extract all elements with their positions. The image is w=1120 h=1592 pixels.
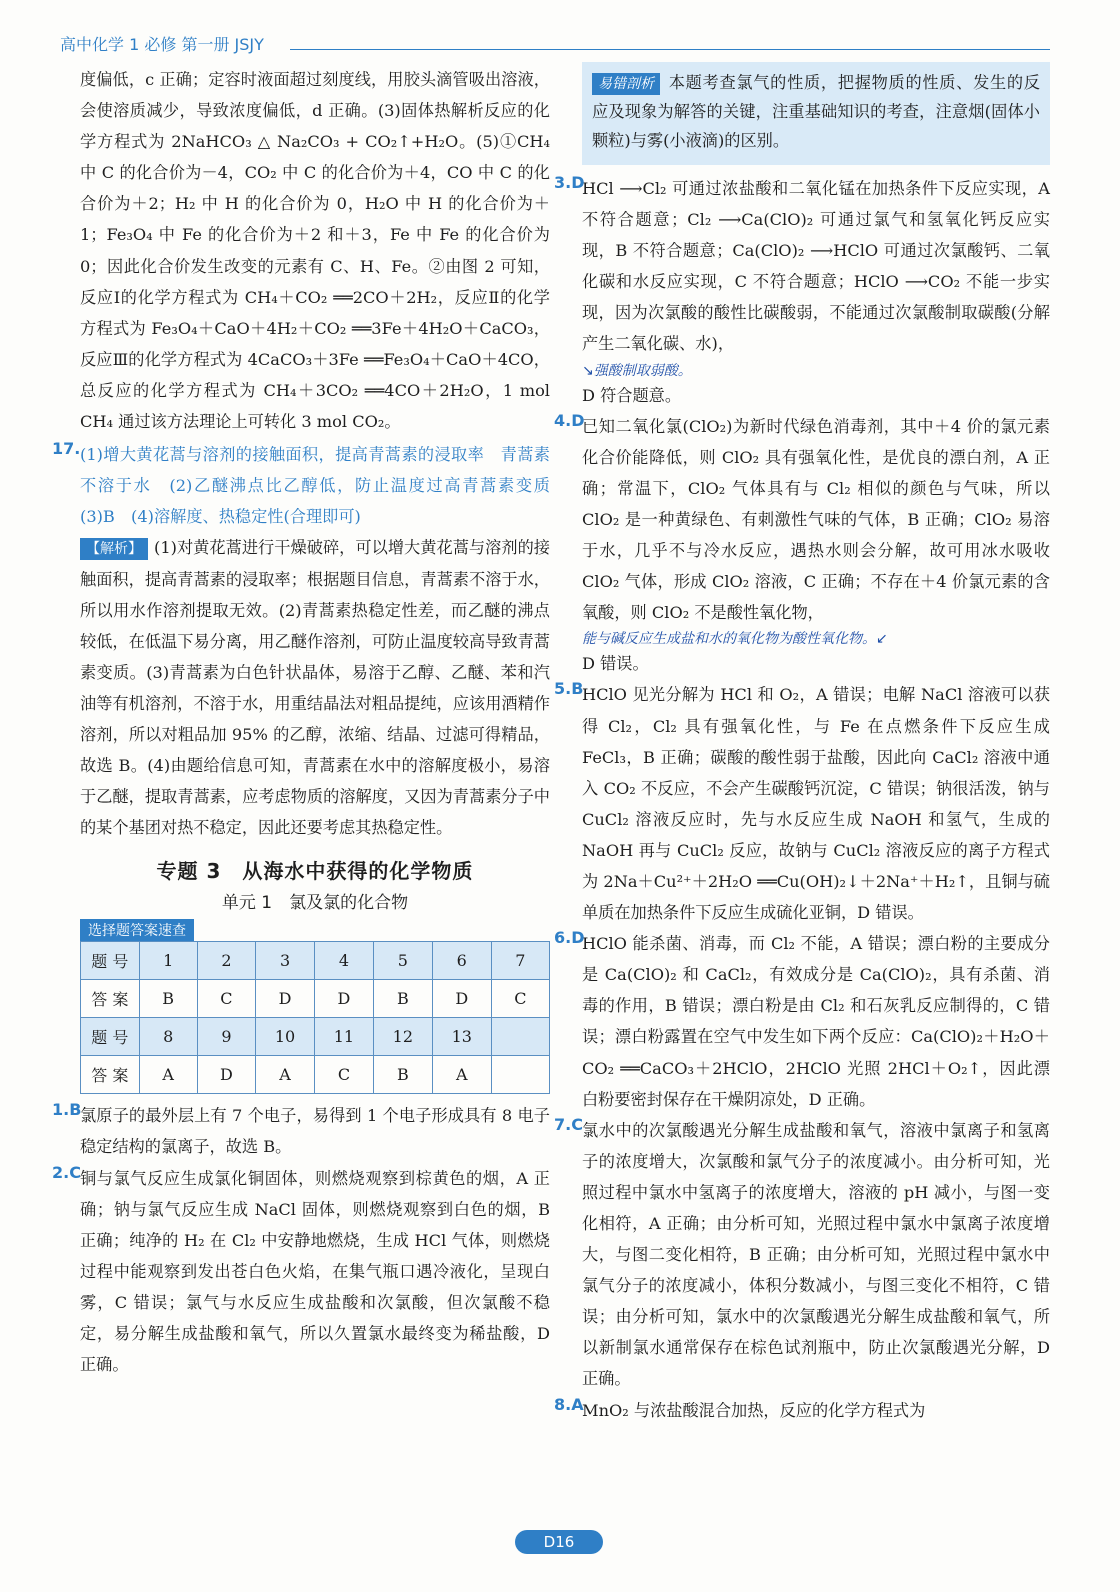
answer-table-cell: 11: [314, 1018, 373, 1056]
answer-table-cell: [491, 1018, 549, 1056]
q6-number: 6.D: [554, 928, 585, 948]
answer-table-row: [81, 1018, 550, 1056]
q7-block: [554, 1114, 1050, 1395]
q17-analysis-text: (1)对黄花蒿进行干燥破碎，可以增大黄花蒿与溶剂的接触面积，提高青蒿素的浸取率；根据题目信息，青蒿素不溶于水，所以用水作溶剂提取无效。(2)青蒿素热稳定性差，而乙醚的沸点较低，在低温下易分离，用乙醚作溶剂，可防止温度较高导致青蒿素变质。(3)青蒿素为白色针状晶体，易溶于乙醇、乙醚、苯和汽油等有机溶剂，不溶于水，用重结晶法对粗品提纯，应该用酒精作溶剂，所以对粗品加 95% 的乙醇，浓缩、结晶、过滤可得精品，故选 B。(4)由题给信息可知，青蒿素在水中的溶解度极小，易溶于乙醚，提取青蒿素，应考虑物质的溶解度，又因为青蒿素分子中的某个基团对热不稳定，因此还要考虑其热稳定性。: [80, 538, 550, 838]
q2-text: 铜与氯气反应生成氯化铜固体，则燃烧观察到棕黄色的烟，A 正确；钠与氯气反应生成 NaCl 固体，则燃烧观察到白色的烟，B 正确；纯净的 H₂ 在 Cl₂ 中安静地燃烧，生成 HCl 气体，则燃烧过程中能观察到发出苍白色火焰，在集气瓶口遇冷液化，呈现白雾，C 错误；氯气与水反应生成盐酸和次氯酸，但次氯酸不稳定，易分解生成盐酸和氧气，所以久置氯水最终变为稀盐酸，D 正确。: [80, 1168, 550, 1375]
continued-solution: 度偏低，c 正确；定容时液面超过刻度线，用胶头滴管吸出溶液，会使溶质减少，导致浓度偏低，d 正确。(3)固体热解析反应的化学方程式为 2NaHCO₃ △ Na₂CO₃ + CO₂↑+H₂O。(5)①CH₄ 中 C 的化合价为－4，CO₂ 中 C 的化合价为＋4，CO 中 C 的化合价为＋2；H₂ 中 H 的化合价为 0，H₂O 中 H 的化合价为＋1；Fe₃O₄ 中 Fe 的化合价为＋2 和＋3，Fe 中 Fe 的化合价为 0；因此化合价发生改变的元素有 C、H、Fe。②由图 2 可知，反应Ⅰ的化学方程式为 CH₄＋CO₂ ══2CO＋2H₂，反应Ⅱ的化学方程式为 Fe₃O₄＋CaO＋4H₂＋CO₂ ══3Fe＋4H₂O＋CaCO₃，反应Ⅲ的化学方程式为 4CaCO₃＋3Fe ══Fe₃O₄＋CaO＋4CO，总反应的化学方程式为 CH₄＋3CO₂ ══4CO＋2H₂O，1 mol CH₄ 通过该方法理论上可转化 3 mol CO₂。: [80, 70, 550, 432]
answer-table-cell: [491, 1056, 549, 1094]
answer-table-cell: D: [314, 980, 373, 1018]
answer-table-row: [81, 980, 550, 1018]
answer-table-header-cell: 题 号: [81, 1018, 140, 1056]
answer-table-cell: 3: [256, 942, 315, 980]
section-title: 专题 3 从海水中获得的化学物质: [156, 859, 474, 884]
q5-text: HClO 见光分解为 HCl 和 O₂，A 错误；电解 NaCl 溶液可以获得 Cl₂，Cl₂ 具有强氧化性，与 Fe 在点燃条件下反应生成 FeCl₃，B 正确；碳酸的酸性弱于盐酸，因此向 CaCl₂ 溶液中通入 CO₂ 不反应，不会产生碳酸钙沉淀，C 错误；钠很活泼，钠与 CuCl₂ 溶液反应时，先与水反应生成 NaOH 和氢气，生成的 NaOH 再与 CuCl₂ 反应，故钠与 CuCl₂ 溶液反应的离子方程式为 2Na＋Cu²⁺＋2H₂O ══Cu(OH)₂↓＋2Na⁺＋H₂↑，且铜与硫单质在加热条件下反应生成硫化亚铜，D 错误。: [582, 685, 1050, 923]
q4-text: 已知二氧化氯(ClO₂)为新时代绿色消毒剂，其中＋4 价的氯元素化合价能降低，则 ClO₂ 具有强氧化性，是优良的漂白剂，A 正确；常温下，ClO₂ 气体具有与 Cl₂ 相似的颜色与气味，所以 ClO₂ 是一种黄绿色、有刺激性气味的气体，B 正确；ClO₂ 易溶于水，几乎不与冷水反应，遇热水则会分解，故可用冰水吸收 ClO₂ 气体，形成 ClO₂ 溶液，C 正确；不存在＋4 价氯元素的含氧酸，则 ClO₂ 不是酸性氧化物，: [582, 416, 1050, 623]
answer-table-cell: 12: [373, 1018, 432, 1056]
q8-text: MnO₂ 与浓盐酸混合加热，反应的化学方程式为: [582, 1400, 926, 1420]
answer-table-cell: 7: [491, 942, 549, 980]
q17-analysis: [80, 532, 550, 843]
q3-handwritten-note: ↘强酸制取弱酸。: [582, 362, 692, 379]
analysis-tag: 【解析】: [80, 538, 148, 560]
q4-number: 4.D: [554, 410, 585, 430]
answer-table-header-cell: 答 案: [81, 1056, 140, 1094]
answer-table-cell: D: [256, 980, 315, 1018]
q6-block: [554, 928, 1050, 1115]
page-number: D16: [515, 1530, 603, 1554]
q3-block: [554, 173, 1050, 411]
q1-number: 1.B: [52, 1100, 82, 1120]
answer-table-header-cell: 答 案: [81, 980, 140, 1018]
q2-number: 2.C: [52, 1162, 81, 1182]
answer-table-cell: C: [197, 980, 255, 1018]
answer-table-cell: 9: [197, 1018, 255, 1056]
answer-table-cell: A: [139, 1056, 197, 1094]
answer-table-cell: A: [432, 1056, 491, 1094]
unit-title: 单元 1 氯及氯的化合物: [221, 893, 409, 914]
answer-table-cell: 13: [432, 1018, 491, 1056]
answer-table-cell: 4: [314, 942, 373, 980]
q6-text: HClO 能杀菌、消毒，而 Cl₂ 不能，A 错误；漂白粉的主要成分是 Ca(ClO)₂ 和 CaCl₂，有效成分是 Ca(ClO)₂，具有杀菌、消毒的作用，B 错误；漂白粉是由 Cl₂ 和石灰乳反应制得的，C 错误；漂白粉露置在空气中发生如下两个反应：Ca(ClO)₂＋H₂O＋CO₂ ══CaCO₃＋2HClO，2HClO 光照 2HCl＋O₂↑，因此漂白粉要密封保存在干燥阴凉处，D 正确。: [582, 934, 1050, 1109]
answer-table-cell: B: [373, 1056, 432, 1094]
q8-block: [554, 1394, 1050, 1426]
q7-text: 氯水中的次氯酸遇光分解生成盐酸和氧气，溶液中氯离子和氢离子的浓度增大，次氯酸和氯气分子的浓度减小。由分析可知，光照过程中氯水中氢离子的浓度增大，溶液的 pH 减小，与图一变化相符，A 正确；由分析可知，光照过程中氯水中氯离子浓度增大，与图二变化相符，B 正确；由分析可知，光照过程中氯水中氯气分子的浓度减小，体积分数减小，与图三变化不相符，C 错误；由分析可知，氯水中的次氯酸遇光分解生成盐酸和氧气，所以新制氯水通常保存在棕色试剂瓶中，防止次氯酸遇光分解，D 正确。: [582, 1120, 1050, 1389]
q3-number: 3.D: [554, 173, 585, 192]
q5-block: [554, 679, 1050, 928]
answer-table-cell: 2: [197, 942, 255, 980]
header-title: 高中化学 1 必修 第一册 JSJY: [60, 35, 264, 54]
answer-table-cell: B: [373, 980, 432, 1018]
answer-table: [80, 941, 550, 1094]
right-column: [554, 64, 1050, 1426]
q4-end: D 错误。: [582, 654, 649, 674]
error-analysis-tag: 易错剖析: [592, 73, 660, 95]
q3-end: D 符合题意。: [582, 385, 682, 405]
header-divider: [290, 49, 1050, 50]
error-analysis-box: [582, 62, 1050, 165]
answer-table-row: [81, 942, 550, 980]
q8-number: 8.A: [554, 1394, 584, 1414]
q3-text: HCl ⟶Cl₂ 可通过浓盐酸和二氧化锰在加热条件下反应实现，A 不符合题意；Cl₂ ⟶Ca(ClO)₂ 可通过氯气和氢氧化钙反应实现，B 不符合题意；Ca(ClO)₂ ⟶HClO 可通过次氯酸钙、二氧化碳和水反应实现，C 不符合题意；HClO ⟶CO₂ 不能一步实现，因为次氯酸的酸性比碳酸弱，不能通过次氯酸制取碳酸(分解产生二氧化碳、水)，: [582, 179, 1050, 354]
answer-table-cell: 8: [139, 1018, 197, 1056]
error-analysis-text: 本题考查氯气的性质，把握物质的性质、发生的反应及现象为解答的关键，注重基础知识的考查，注意烟(固体小颗粒)与雾(小液滴)的区别。: [592, 73, 1040, 150]
answer-table-cell: 6: [432, 942, 491, 980]
answer-table-tag: 选择题答案速查: [80, 919, 194, 941]
answer-table-row: [81, 1056, 550, 1094]
answer-table-header-cell: 题 号: [81, 942, 140, 980]
answer-table-cell: 10: [256, 1018, 315, 1056]
answer-table-cell: 1: [139, 942, 197, 980]
q7-number: 7.C: [554, 1114, 583, 1134]
answer-table-cell: C: [491, 980, 549, 1018]
answer-table-cell: 5: [373, 942, 432, 980]
q5-number: 5.B: [554, 679, 584, 699]
q4-block: [554, 410, 1050, 680]
q17-answer: (1)增大黄花蒿与溶剂的接触面积，提高青蒿素的浸取率 青蒿素不溶于水 (2)乙醚沸点比乙醇低，防止温度过高青蒿素变质 (3)B (4)溶解度、热稳定性(合理即可): [80, 445, 567, 527]
answer-table-cell: C: [314, 1056, 373, 1094]
answer-table-cell: D: [432, 980, 491, 1018]
answer-table-cell: D: [197, 1056, 255, 1094]
q2-block: [52, 1162, 550, 1381]
q1-block: [52, 1100, 550, 1162]
q17-number: 17.: [52, 439, 81, 459]
answer-table-cell: B: [139, 980, 197, 1018]
q17-block: [52, 439, 567, 532]
left-column: [52, 64, 567, 1380]
answer-table-cell: A: [256, 1056, 315, 1094]
page-header: [60, 30, 1050, 56]
q1-text: 氯原子的最外层上有 7 个电子，易得到 1 个电子形成具有 8 电子稳定结构的氯离子，故选 B。: [80, 1106, 550, 1157]
q4-handwritten-note: 能与碱反应生成盐和水的氧化物为酸性氧化物。↙: [582, 631, 888, 648]
error-analysis-para: [592, 68, 1040, 155]
